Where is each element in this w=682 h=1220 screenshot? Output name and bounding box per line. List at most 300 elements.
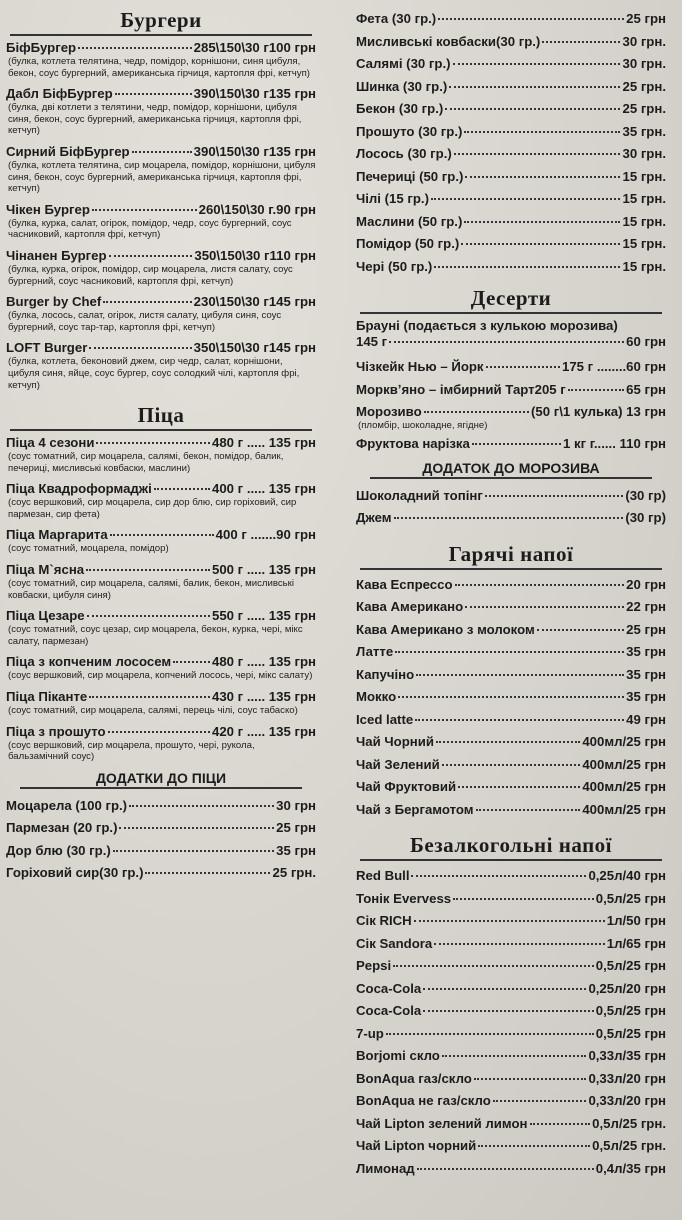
item-name: BonAqua газ/скло bbox=[356, 1070, 472, 1086]
item-price: 390\150\30 г135 грн bbox=[193, 86, 316, 102]
item-name: 7-up bbox=[356, 1025, 384, 1041]
menu-item bbox=[356, 933, 666, 956]
hot-drinks-heading: Гарячі напої bbox=[360, 542, 662, 570]
dot-leader bbox=[478, 1145, 590, 1147]
menu-item bbox=[356, 731, 666, 754]
item-name: Дор блю (30 гр.) bbox=[6, 842, 111, 858]
item-description: (булка, курка, огірок, помідор, сир моцарела, листя салату, соус бургерний, соус часниковий, картопля фрі, кетчуп) bbox=[8, 263, 293, 287]
item-name: Джем bbox=[356, 510, 392, 526]
menu-item-row bbox=[6, 817, 316, 840]
dot-leader bbox=[442, 1055, 587, 1057]
item-name: Сік RICH bbox=[356, 913, 412, 929]
menu-item-row bbox=[6, 689, 316, 705]
menu-item-row bbox=[356, 8, 666, 31]
item-name: Чай Фруктовий bbox=[356, 779, 457, 795]
dot-leader bbox=[434, 943, 605, 945]
item-price: 430 г ..... 135 грн bbox=[212, 689, 316, 705]
menu-item bbox=[6, 40, 316, 79]
dot-leader bbox=[465, 176, 620, 178]
item-name: Дабл БіфБургер bbox=[6, 86, 113, 102]
menu-item-row bbox=[356, 619, 666, 642]
menu-item bbox=[356, 955, 666, 978]
item-name: Burger by Chef bbox=[6, 294, 102, 310]
dot-leader bbox=[455, 584, 625, 586]
item-price: 0,33л/20 грн bbox=[588, 1093, 666, 1109]
brownie-line bbox=[356, 318, 666, 334]
item-name: Кава Американо з молоком bbox=[356, 621, 535, 637]
menu-item bbox=[6, 481, 316, 520]
item-price: 15 грн. bbox=[622, 191, 666, 206]
item-description: (соус вершковий, сир моцарела, копчений лосось, чері, мікс салату) bbox=[8, 670, 313, 682]
item-price: 35 грн bbox=[626, 644, 666, 660]
menu-item-row bbox=[356, 574, 666, 597]
item-price: 22 грн bbox=[626, 599, 666, 615]
item-name: Лимонад bbox=[356, 1160, 415, 1176]
menu-item-row bbox=[6, 40, 316, 56]
item-description: (пломбір, шоколадне, ягідне) bbox=[358, 419, 488, 431]
item-name: Шинка (30 гр.) bbox=[356, 78, 448, 94]
menu-item bbox=[356, 507, 666, 530]
dot-leader bbox=[423, 1010, 594, 1012]
item-name: Капучіно bbox=[356, 666, 415, 682]
item-price: 15 грн. bbox=[622, 168, 666, 184]
menu-item bbox=[356, 1135, 666, 1158]
item-name: Кава Американо bbox=[356, 599, 464, 615]
menu-item bbox=[6, 608, 316, 647]
item-name: Бекон (30 гр.) bbox=[356, 101, 444, 116]
dot-leader bbox=[145, 872, 270, 874]
menu-item-row bbox=[356, 31, 666, 54]
menu-item-row bbox=[6, 608, 316, 624]
menu-item-row bbox=[6, 144, 316, 160]
dot-leader bbox=[411, 875, 586, 877]
dot-leader bbox=[445, 108, 620, 110]
item-price: 350\150\30 г145 грн bbox=[193, 340, 316, 356]
item-price: 25 грн. bbox=[622, 101, 666, 116]
item-name: Морквʼяно – імбирний Тарт205 г bbox=[356, 381, 566, 397]
dot-leader bbox=[537, 629, 624, 631]
item-price: (50 г\1 кулька) 13 грн bbox=[531, 404, 666, 419]
item-price: 550 г ..... 135 грн bbox=[212, 608, 316, 624]
item-name: БіфБургер bbox=[6, 40, 77, 55]
item-name: Піца з прошуто bbox=[6, 723, 106, 739]
menu-item-row bbox=[356, 188, 666, 211]
menu-item bbox=[356, 121, 666, 144]
menu-item-row bbox=[356, 686, 666, 709]
item-description: (соус томатний, соус цезар, сир моцарела, бекон, курка, чері, мікс салату, пармезан) bbox=[8, 624, 303, 647]
menu-item-row bbox=[6, 340, 316, 356]
dot-leader bbox=[434, 266, 620, 268]
menu-item bbox=[356, 1068, 666, 1091]
dot-leader bbox=[393, 965, 594, 967]
menu-item bbox=[356, 754, 666, 777]
left-column bbox=[6, 0, 316, 885]
menu-item bbox=[356, 143, 666, 166]
dot-leader bbox=[173, 661, 210, 663]
item-price: 25 грн. bbox=[622, 78, 666, 94]
item-price: 400мл/25 грн bbox=[582, 779, 666, 795]
dot-leader bbox=[423, 988, 586, 990]
menu-item-row bbox=[356, 1090, 666, 1113]
menu-item bbox=[356, 356, 666, 379]
item-name: Чілі (15 гр.) bbox=[356, 191, 429, 206]
dot-leader bbox=[414, 920, 605, 922]
item-price: 0,5л/25 грн. bbox=[592, 1115, 666, 1131]
item-price: 0,33л/20 грн bbox=[588, 1070, 666, 1086]
menu-item bbox=[356, 53, 666, 76]
item-name: Піца М`ясна bbox=[6, 562, 85, 578]
menu-item-row bbox=[356, 776, 666, 799]
item-description: (соус томатний, сир моцарела, салямі, перець чілі, соус табаско) bbox=[8, 705, 298, 717]
menu-item bbox=[356, 1000, 666, 1023]
item-price: 480 г ..... 135 грн bbox=[212, 435, 316, 451]
item-price: 0,25л/40 грн bbox=[588, 868, 666, 884]
menu-item bbox=[356, 166, 666, 189]
menu-item-row bbox=[356, 507, 666, 530]
dot-leader bbox=[394, 517, 624, 519]
menu-item-row bbox=[356, 910, 666, 933]
item-description: (соус вершковий, сир моцарела, сир дор блю, сир горіховий, сир пармезан, сир фета) bbox=[8, 497, 297, 520]
dot-leader bbox=[442, 764, 581, 766]
item-price: 1л/50 грн bbox=[606, 913, 666, 929]
item-price: 0,5л/25 грн bbox=[595, 1025, 666, 1041]
soft-drinks-heading: Безалкогольні напої bbox=[360, 833, 662, 861]
right-column bbox=[356, 0, 666, 1180]
item-name: Кава Еспрессо bbox=[356, 576, 453, 592]
pizza-addons-heading: ДОДАТКИ ДО ПІЦИ bbox=[20, 770, 302, 789]
menu-item-row bbox=[356, 98, 666, 121]
dot-leader bbox=[129, 805, 274, 807]
dot-leader bbox=[110, 534, 214, 536]
item-price: 260\150\30 г.90 грн bbox=[198, 201, 316, 217]
menu-item-row bbox=[356, 978, 666, 1001]
menu-item-row bbox=[356, 1113, 666, 1136]
item-price: 15 грн. bbox=[622, 236, 666, 251]
item-description: (соус томатний, сир моцарела, салямі, бекон, помідор, балик, печериці, мисливські ковбаски, маслини) bbox=[8, 451, 284, 474]
menu-item bbox=[356, 619, 666, 642]
dot-leader bbox=[453, 63, 621, 65]
menu-item bbox=[356, 910, 666, 933]
item-price: 30 грн. bbox=[622, 146, 666, 161]
menu-item-row bbox=[356, 664, 666, 687]
dot-leader bbox=[472, 443, 561, 445]
item-price: 400 г .......90 грн bbox=[215, 527, 316, 543]
menu-item-row bbox=[356, 865, 666, 888]
item-name: Мокко bbox=[356, 689, 397, 705]
menu-item bbox=[6, 340, 316, 391]
dot-leader bbox=[415, 719, 624, 721]
dot-leader bbox=[154, 488, 210, 490]
burgers-list bbox=[6, 40, 316, 391]
item-price: 25 грн bbox=[276, 820, 316, 836]
dot-leader bbox=[431, 198, 621, 200]
dot-leader bbox=[453, 898, 594, 900]
menu-item bbox=[6, 435, 316, 474]
item-price: 65 грн bbox=[626, 381, 666, 397]
dot-leader bbox=[113, 850, 274, 852]
item-price: 35 грн. bbox=[622, 123, 666, 139]
menu-item-row bbox=[6, 294, 316, 310]
menu-item bbox=[356, 8, 666, 31]
pizza-heading: Піца bbox=[10, 403, 312, 431]
item-description: (булка, котлета телятина, сир моцарела, помідор, корнішони, цибуля синя, бекон, соус бургерний, американська гірчиця, картопля фрі, кетчуп) bbox=[8, 159, 316, 195]
dot-leader bbox=[476, 809, 581, 811]
dot-leader bbox=[386, 1033, 594, 1035]
menu-item bbox=[356, 1158, 666, 1181]
menu-item-row bbox=[356, 955, 666, 978]
item-price: 400мл/25 грн bbox=[582, 801, 666, 817]
item-name: Піца 4 сезони bbox=[6, 435, 95, 451]
item-price: 35 грн bbox=[626, 666, 666, 682]
dot-leader bbox=[465, 606, 624, 608]
desserts-heading: Десерти bbox=[360, 286, 662, 314]
item-price: 35 грн bbox=[276, 842, 316, 858]
dot-leader bbox=[96, 442, 210, 444]
item-name: Прошуто (30 гр.) bbox=[356, 123, 463, 139]
item-name: Чері (50 гр.) bbox=[356, 258, 433, 274]
menu-item-row bbox=[6, 840, 316, 863]
menu-item-row bbox=[356, 888, 666, 911]
item-price: 500 г ..... 135 грн bbox=[212, 562, 316, 578]
dot-leader bbox=[436, 741, 580, 743]
item-name: BonAqua не газ/скло bbox=[356, 1093, 491, 1109]
item-price: 0,5л/25 грн bbox=[595, 1003, 666, 1019]
menu-item bbox=[6, 562, 316, 601]
menu-item-row bbox=[356, 1000, 666, 1023]
menu-item bbox=[6, 654, 316, 682]
item-price: (30 гр) bbox=[625, 510, 666, 526]
item-name: Салямі (30 гр.) bbox=[356, 56, 451, 71]
item-name: Iced latte bbox=[356, 711, 414, 727]
item-price: 30 грн. bbox=[622, 33, 666, 49]
item-price: 0,5л/25 грн bbox=[595, 890, 666, 906]
dot-leader bbox=[389, 341, 624, 343]
item-name: Маслини (50 гр.) bbox=[356, 213, 463, 229]
item-name: Пармезан (20 гр.) bbox=[6, 820, 118, 836]
item-price: 350\150\30 г110 грн bbox=[194, 247, 316, 263]
item-name: Сирний БіфБургер bbox=[6, 143, 130, 159]
menu-item-row bbox=[356, 379, 666, 402]
item-price: 400 г ..... 135 грн bbox=[212, 481, 316, 497]
menu-item bbox=[356, 401, 666, 431]
menu-item bbox=[356, 188, 666, 211]
menu-item-row bbox=[356, 433, 666, 456]
item-description: (булка, котлета телятина, чедр, помідор, корнішони, синя цибуля, бекон, соус бургерний, американська гірчиця, картопля фрі, кетчуп) bbox=[8, 56, 310, 79]
dot-leader bbox=[89, 347, 191, 349]
item-price: 30 грн bbox=[276, 797, 316, 813]
hot-drinks-list bbox=[356, 574, 666, 822]
menu-item bbox=[6, 817, 316, 840]
menu-item-row bbox=[356, 1023, 666, 1046]
menu-item-row bbox=[356, 356, 666, 379]
menu-item-row bbox=[356, 1068, 666, 1091]
menu-item bbox=[356, 31, 666, 54]
menu-item bbox=[356, 664, 666, 687]
icecream-addons-heading: ДОДАТОК ДО МОРОЗИВА bbox=[370, 460, 652, 479]
menu-item bbox=[356, 1045, 666, 1068]
dot-leader bbox=[464, 131, 620, 133]
item-name: Сік Sandora bbox=[356, 935, 433, 951]
menu-item-row bbox=[356, 799, 666, 822]
menu-item bbox=[356, 485, 666, 508]
menu-item-row bbox=[6, 654, 316, 670]
dot-leader bbox=[119, 827, 274, 829]
item-name: Фета (30 гр.) bbox=[356, 11, 437, 26]
dot-leader bbox=[115, 93, 192, 95]
menu-item bbox=[356, 98, 666, 121]
item-price: 20 грн bbox=[626, 576, 666, 592]
item-name: Піца Цезаре bbox=[6, 608, 85, 624]
item-name: Coca-Cola bbox=[356, 980, 422, 996]
dot-leader bbox=[417, 1168, 594, 1170]
menu-item bbox=[6, 840, 316, 863]
brownie-price: 60 грн bbox=[626, 334, 666, 349]
item-name: Піца Маргарита bbox=[6, 527, 108, 543]
menu-item bbox=[356, 433, 666, 456]
dot-leader bbox=[416, 674, 624, 676]
icecream-addons-list bbox=[356, 485, 666, 530]
item-price: 0,25л/20 грн bbox=[588, 980, 666, 996]
item-name: Чінанен Бургер bbox=[6, 247, 107, 263]
item-name: Red Bull bbox=[356, 868, 410, 884]
menu-item-row bbox=[356, 596, 666, 619]
menu-item-row bbox=[6, 562, 316, 578]
dot-leader bbox=[395, 651, 624, 653]
item-price: 1 кг г...... 110 грн bbox=[562, 436, 666, 452]
menu-item bbox=[6, 144, 316, 195]
item-name: Фруктова нарізка bbox=[356, 436, 470, 452]
menu-item bbox=[356, 1113, 666, 1136]
menu-item-row bbox=[356, 211, 666, 234]
item-name: Піца Квадроформаджі bbox=[6, 481, 152, 497]
pizza-list bbox=[6, 435, 316, 763]
menu-item bbox=[356, 76, 666, 99]
item-name: Латте bbox=[356, 644, 394, 660]
menu-item-row bbox=[356, 641, 666, 664]
item-name: Морозиво bbox=[356, 404, 422, 419]
dot-leader bbox=[454, 153, 621, 155]
item-name: Чай з Бергамотом bbox=[356, 801, 474, 817]
menu-item bbox=[356, 379, 666, 402]
item-price: 15 грн. bbox=[622, 213, 666, 229]
item-name: Лосось (30 гр.) bbox=[356, 146, 452, 161]
menu-item bbox=[6, 527, 316, 555]
item-price: 25 грн bbox=[626, 621, 666, 637]
item-price: 0,5л/25 грн. bbox=[592, 1138, 666, 1154]
pizza-addons-left bbox=[6, 795, 316, 885]
pizza-addons-right bbox=[356, 8, 666, 278]
item-price: 230\150\30 г145 грн bbox=[193, 294, 316, 310]
item-name: Моцарела (100 гр.) bbox=[6, 797, 128, 813]
dot-leader bbox=[464, 221, 620, 223]
menu-item bbox=[6, 795, 316, 818]
brownie-price-row bbox=[356, 334, 666, 350]
menu-item bbox=[356, 641, 666, 664]
item-name: Чай Зелений bbox=[356, 756, 440, 772]
dot-leader bbox=[461, 243, 620, 245]
dot-leader bbox=[78, 47, 192, 49]
item-description: (соус вершковий, сир моцарела, прошуто, чері, рукола, бальзамічний соус) bbox=[8, 739, 255, 763]
dot-leader bbox=[103, 301, 191, 303]
dot-leader bbox=[87, 615, 210, 617]
menu-item bbox=[356, 776, 666, 799]
menu-item-row bbox=[356, 166, 666, 189]
dot-leader bbox=[89, 696, 210, 698]
item-name: Печериці (50 гр.) bbox=[356, 168, 464, 184]
menu-item-row bbox=[6, 862, 316, 885]
menu-item-row bbox=[356, 731, 666, 754]
item-price: 400мл/25 грн bbox=[582, 756, 666, 772]
item-price: 0,33л/35 грн bbox=[588, 1048, 666, 1064]
menu-item-row bbox=[6, 481, 316, 497]
menu-item bbox=[356, 1090, 666, 1113]
soft-drinks-list bbox=[356, 865, 666, 1180]
menu-item-row bbox=[356, 754, 666, 777]
menu-item-row bbox=[6, 795, 316, 818]
item-price: 15 грн. bbox=[622, 258, 666, 274]
menu-item bbox=[6, 248, 316, 287]
dot-leader bbox=[398, 696, 624, 698]
dot-leader bbox=[493, 1100, 587, 1102]
dot-leader bbox=[530, 1123, 591, 1125]
menu-item-row bbox=[356, 76, 666, 99]
dot-leader bbox=[92, 209, 197, 211]
burgers-heading: Бургери bbox=[10, 8, 312, 36]
menu-item bbox=[6, 862, 316, 885]
menu-item bbox=[6, 724, 316, 763]
item-price: 0,5л/25 грн bbox=[595, 958, 666, 974]
menu-item-row bbox=[6, 248, 316, 264]
item-name: Помідор (50 гр.) bbox=[356, 236, 460, 251]
menu-item bbox=[356, 256, 666, 279]
menu-item bbox=[356, 686, 666, 709]
menu-item bbox=[356, 978, 666, 1001]
dot-leader bbox=[568, 389, 624, 391]
item-name: Чай Чорний bbox=[356, 734, 434, 750]
item-description: (соус томатний, сир моцарела, салямі, балик, бекон, мисливські ковбаски, цибуля синя) bbox=[8, 578, 294, 601]
dot-leader bbox=[474, 1078, 587, 1080]
menu-item-row bbox=[356, 121, 666, 144]
item-price: 175 г ........60 грн bbox=[562, 359, 666, 374]
menu-item bbox=[356, 233, 666, 256]
item-name: Шоколадний топінг bbox=[356, 487, 483, 503]
menu-item bbox=[356, 709, 666, 732]
dot-leader bbox=[132, 151, 192, 153]
menu-item-row bbox=[356, 933, 666, 956]
menu-item-row bbox=[6, 435, 316, 451]
menu-item bbox=[6, 86, 316, 137]
menu-item bbox=[356, 211, 666, 234]
item-name: Горіховий сир(30 гр.) bbox=[6, 865, 144, 881]
dot-leader bbox=[424, 411, 529, 413]
item-name: Чай Lipton чорний bbox=[356, 1138, 477, 1154]
item-name: Чізкейк Нью – Йорк bbox=[356, 359, 484, 374]
menu-item-row bbox=[356, 709, 666, 732]
item-name: LOFT Burger bbox=[6, 340, 88, 356]
menu-item bbox=[356, 799, 666, 822]
item-price: 0,4л/35 грн bbox=[595, 1160, 666, 1176]
menu-item-row bbox=[356, 1135, 666, 1158]
item-name: Чікен Бургер bbox=[6, 201, 90, 217]
dot-leader bbox=[108, 731, 210, 733]
dot-leader bbox=[542, 41, 620, 43]
menu-item-row bbox=[356, 53, 666, 76]
item-price: 35 грн bbox=[626, 689, 666, 705]
item-price: 390\150\30 г135 грн bbox=[193, 143, 316, 159]
item-description: (булка, дві котлети з телятини, чедр, помідор, корнішони, цибуля синя, бекон, соус бургерний, американська гірчиця, картопля фрі, кетчуп) bbox=[8, 102, 302, 137]
dot-leader bbox=[438, 18, 624, 20]
desserts-list bbox=[356, 356, 666, 456]
